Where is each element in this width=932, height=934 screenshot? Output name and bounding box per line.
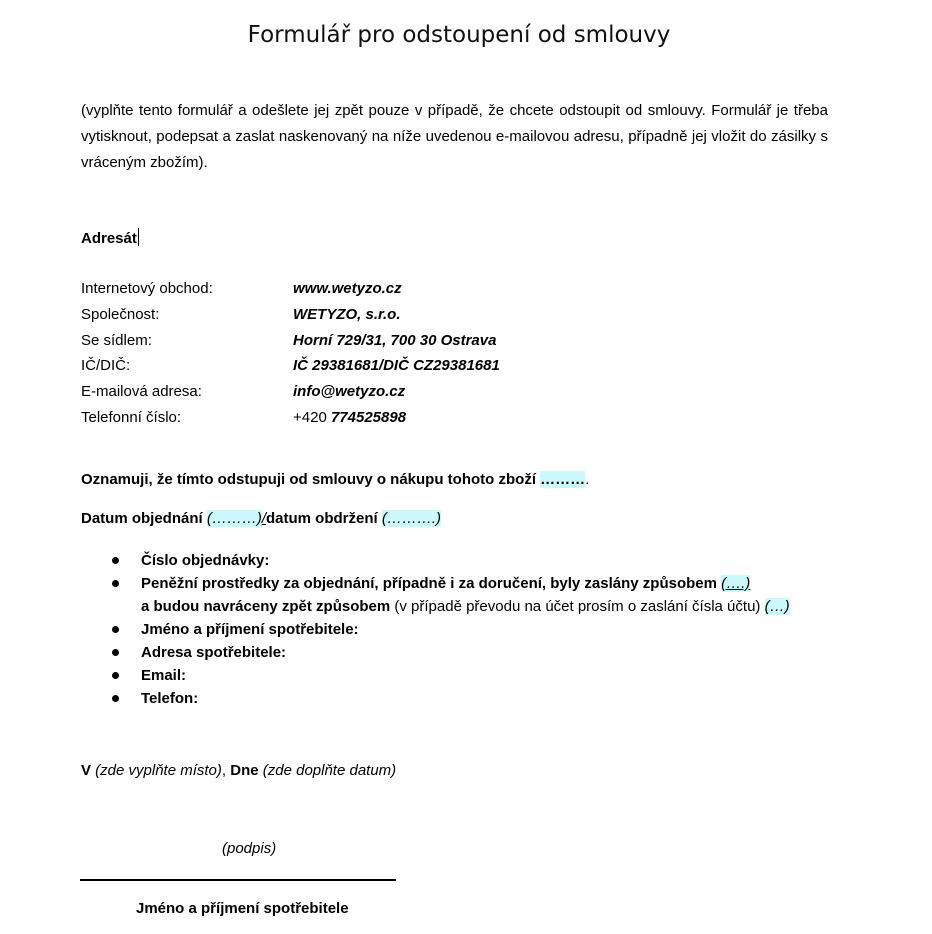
order-date-blank[interactable]: (………): [206, 510, 262, 527]
info-label: Telefonní číslo:: [81, 409, 182, 426]
signature-line: [80, 879, 396, 881]
received-date-label: datum obdržení: [266, 510, 382, 527]
list-item-email: [110, 664, 838, 687]
place-date-line: [81, 762, 396, 779]
phone-number: 774525898: [330, 409, 407, 426]
info-value: Horní 729/31, 700 30 Ostrava: [293, 332, 497, 349]
date-separator: /: [261, 510, 267, 527]
list-item-label: Email:: [141, 667, 187, 684]
notice-end: .: [585, 471, 590, 488]
order-date-line: [81, 510, 441, 527]
refund-note: (v případě převodu na účet prosím o zaslání čísla účtu): [390, 598, 765, 615]
text-cursor: [138, 228, 139, 246]
list-item-consumer-name: [110, 618, 838, 641]
place-label: V: [81, 762, 92, 779]
info-value: IČ 29381681/DIČ CZ29381681: [293, 357, 500, 374]
order-date-label: Datum objednání: [81, 510, 207, 527]
signature-name-label: Jméno a příjmení spotřebitele: [136, 900, 349, 917]
phone-prefix: +420: [293, 409, 331, 426]
notice-text: Oznamuji, že tímto odstupuji od smlouvy o nákupu tohoto zboží: [81, 471, 541, 488]
info-label: Společnost:: [81, 306, 160, 323]
info-value: info@wetyzo.cz: [293, 383, 406, 400]
info-value: WETYZO, s.r.o.: [293, 306, 401, 323]
list-item-order-number: [110, 549, 838, 572]
list-item-label: Číslo objednávky:: [141, 552, 270, 569]
info-label: E-mailová adresa:: [81, 383, 202, 400]
info-value: [293, 407, 406, 429]
list-item-label: Adresa spotřebitele:: [141, 644, 287, 661]
info-label: IČ/DIČ:: [81, 357, 131, 374]
payment-method-blank[interactable]: (….): [721, 575, 751, 592]
place-hint[interactable]: (zde vyplňte místo): [91, 762, 222, 779]
info-value: www.wetyzo.cz: [293, 280, 402, 297]
withdrawal-notice: [81, 471, 589, 488]
list-item-phone: [110, 687, 838, 710]
list-item-label: Jméno a příjmení spotřebitele:: [141, 621, 359, 638]
addressee-heading-text: Adresát: [81, 230, 137, 247]
refund-text: a budou navráceny zpět způsobem: [141, 598, 391, 615]
intro-paragraph: (vyplňte tento formulář a odešlete jej zpět pouze v případě, že chcete odstoupit od smlouvy. Formulář je třeba vytisknout, podepsat a zaslat naskenovaný na níže uvedenou e-mailovou adresu, případně jej vložit do zásilky s vráceným zbožím).: [81, 102, 828, 171]
goods-blank[interactable]: ………: [540, 471, 586, 488]
addressee-heading[interactable]: [81, 228, 139, 247]
signature-hint: (podpis): [222, 840, 277, 857]
info-label: Se sídlem:: [81, 332, 152, 349]
refund-method-blank[interactable]: (…): [764, 598, 790, 615]
received-date-blank[interactable]: (……….): [381, 510, 442, 527]
date-label: Dne: [230, 762, 259, 779]
list-item-label: Telefon:: [141, 690, 199, 707]
page-title: Formulář pro odstoupení od smlouvy: [247, 22, 671, 48]
date-hint[interactable]: (zde doplňte datum): [258, 762, 397, 779]
payment-text: Peněžní prostředky za objednání, případně i za doručení, byly zaslány způsobem: [141, 575, 722, 592]
list-item-consumer-address: [110, 641, 838, 664]
consumer-details-list: [110, 549, 838, 710]
comma: ,: [221, 762, 231, 779]
info-label: Internetový obchod:: [81, 280, 213, 297]
list-item-payment: [110, 572, 838, 618]
